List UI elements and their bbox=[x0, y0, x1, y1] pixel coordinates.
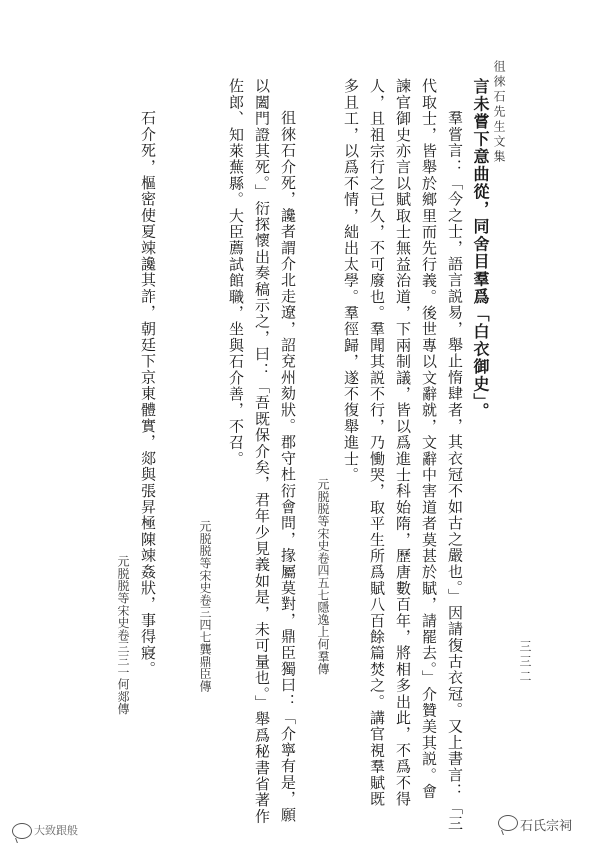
section2-line-3: 佐郎、知萊蕪縣。大臣薦試館職，坐與石介善，不召。 bbox=[227, 78, 245, 467]
speech-bubble-icon bbox=[12, 823, 32, 839]
section1-line-2: 羣嘗言：「今之士，語言説易，舉止惰肆者，其衣冠不如古之嚴也。」因請復古衣冠。又上書言：「三 bbox=[446, 110, 464, 832]
section2-line-1: 徂徠石介死，讒者謂介北走遼，詔兗州劾狀。郡守杜衍會問，掾屬莫對，鼎臣獨曰：「介寧有是，願 bbox=[279, 110, 297, 823]
running-header-book-title: 徂徠石先生文集 bbox=[492, 60, 506, 165]
section3-citation: 元脱脱等宋史卷三三一何郯傳 bbox=[116, 555, 130, 715]
section1-line-5: 人，且祖宗行之已久，不可廢也。羣聞其説不行，乃慟哭，取平生所爲賦八百餘篇焚之。講官視羣賦既 bbox=[368, 78, 386, 807]
section2-line-2: 以闔門證其死。」衍探懷出奏稿示之，曰：「吾既保介矣，君年少見義如是，未可量也。」舉爲秘書省著作 bbox=[253, 78, 271, 825]
page-number: 三三二 bbox=[518, 640, 532, 685]
section3-line-1: 石介死，樞密使夏竦讒其詐，朝廷下京東體實，郯與張昇極陳竦姦狀，事得寢。 bbox=[139, 110, 157, 677]
section1-citation: 元脱脱等宋史卷四五七隱逸上何羣傳 bbox=[316, 478, 330, 675]
section1-line-1: 言未嘗下意曲從，同舍目羣爲「白衣御史」。 bbox=[471, 78, 490, 420]
watermark-left: 大致跟般 bbox=[34, 824, 78, 837]
watermark-right: 石氏宗祠 bbox=[520, 819, 573, 834]
wechat-icon bbox=[498, 815, 518, 831]
section1-line-3: 代取士，皆舉於鄉里而先行義。後世專以文辭就，文辭中害道者莫甚於賦，請罷去。」介贊美其説。會 bbox=[420, 78, 438, 800]
section2-citation: 元脱脱等宋史卷三四七龔鼎臣傳 bbox=[198, 520, 212, 693]
section1-line-6: 多且工，以爲不情，絀出太學。羣徑歸，遂不復舉進士。 bbox=[342, 78, 360, 483]
section1-line-4: 諫官御史亦言以賦取士無益治道，下兩制議，皆以爲進士科始隋，歷唐數百年，將相多出此，不爲不得 bbox=[394, 78, 412, 807]
